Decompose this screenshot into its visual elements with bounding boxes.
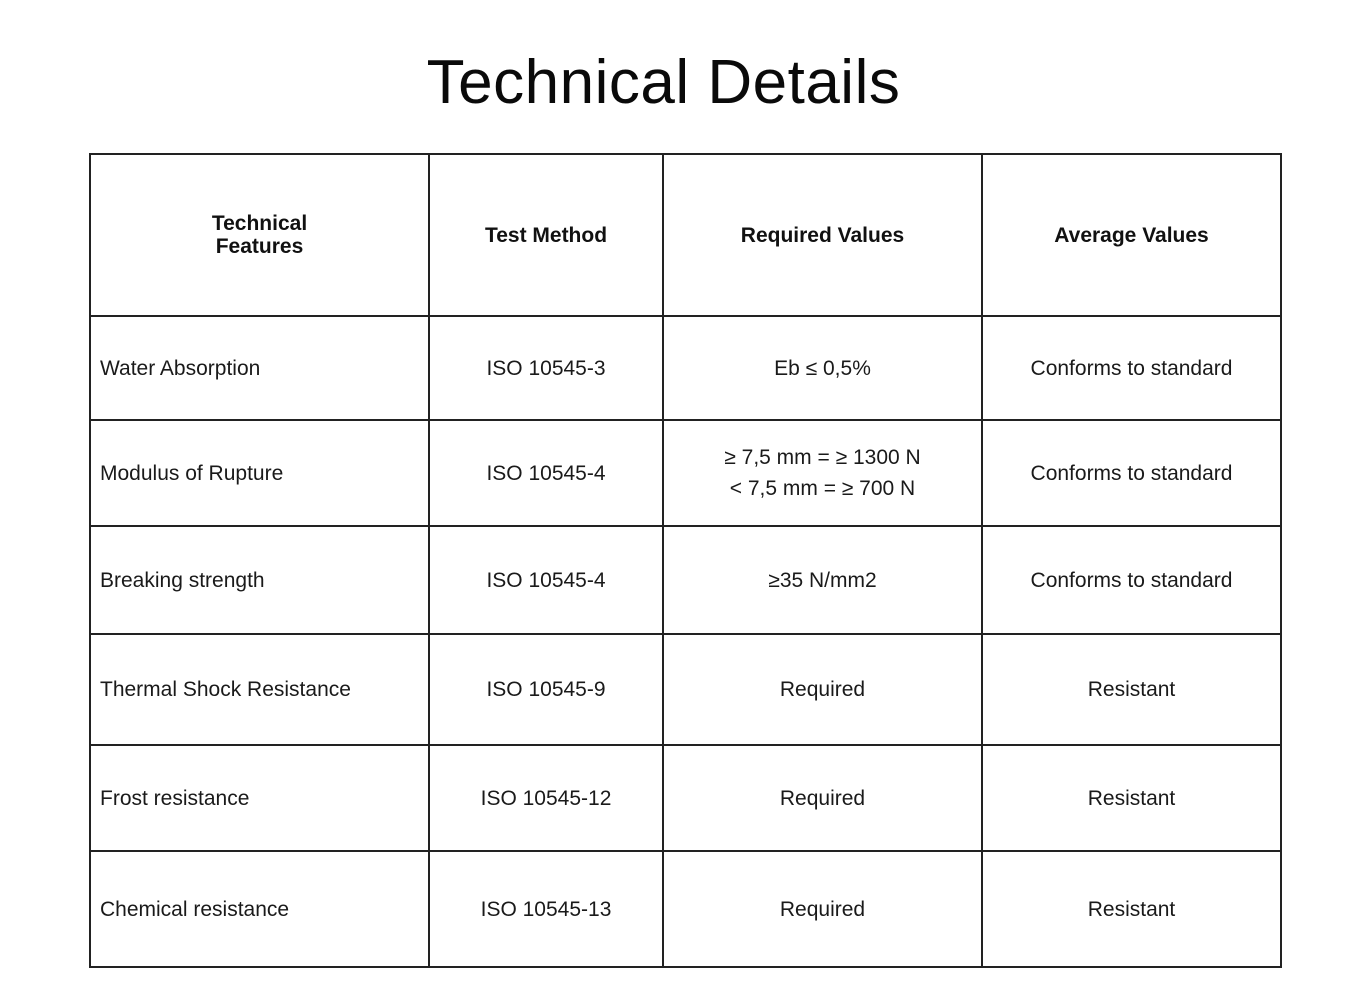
average-cell: Conforms to standard xyxy=(982,526,1281,634)
table-row xyxy=(90,316,1281,420)
feature-cell: Water Absorption xyxy=(90,316,429,420)
table-header-row xyxy=(90,154,1281,316)
average-cell: Resistant xyxy=(982,745,1281,851)
average-cell: Resistant xyxy=(982,851,1281,967)
method-cell: ISO 10545-4 xyxy=(429,526,663,634)
header-average-values: Average Values xyxy=(982,154,1281,316)
average-cell: Resistant xyxy=(982,634,1281,745)
page-title: Technical Details xyxy=(426,48,901,117)
table-row xyxy=(90,420,1281,526)
required-cell xyxy=(663,745,982,851)
technical-details-table xyxy=(89,153,1282,968)
average-cell: Conforms to standard xyxy=(982,316,1281,420)
feature-cell: Frost resistance xyxy=(90,745,429,851)
required-line: Eb ≤ 0,5% xyxy=(774,356,871,380)
feature-cell: Chemical resistance xyxy=(90,851,429,967)
required-cell xyxy=(663,420,982,526)
header-technical-features xyxy=(90,154,429,316)
required-line: ≥ 7,5 mm = ≥ 1300 N xyxy=(724,446,921,469)
table-row xyxy=(90,526,1281,634)
table-row xyxy=(90,634,1281,745)
method-cell: ISO 10545-9 xyxy=(429,634,663,745)
required-line: ≥35 N/mm2 xyxy=(768,568,877,592)
average-cell: Conforms to standard xyxy=(982,420,1281,526)
required-line: Required xyxy=(779,678,866,701)
required-line: Required xyxy=(779,897,866,921)
required-cell xyxy=(663,634,982,745)
required-cell xyxy=(663,316,982,420)
required-line: < 7,5 mm = ≥ 700 N xyxy=(729,477,916,500)
feature-cell: Breaking strength xyxy=(90,526,429,634)
feature-cell: Thermal Shock Resistance xyxy=(90,634,429,745)
feature-cell: Modulus of Rupture xyxy=(90,420,429,526)
method-cell: ISO 10545-4 xyxy=(429,420,663,526)
header-feature-line-2: Features xyxy=(215,235,304,258)
table-row xyxy=(90,745,1281,851)
header-required-values: Required Values xyxy=(663,154,982,316)
required-line: Required xyxy=(779,786,866,810)
table-row xyxy=(90,851,1281,967)
method-cell: ISO 10545-13 xyxy=(429,851,663,967)
header-test-method: Test Method xyxy=(429,154,663,316)
required-cell xyxy=(663,851,982,967)
required-cell xyxy=(663,526,982,634)
method-cell: ISO 10545-3 xyxy=(429,316,663,420)
method-cell: ISO 10545-12 xyxy=(429,745,663,851)
header-feature-line-1: Technical xyxy=(211,212,308,235)
